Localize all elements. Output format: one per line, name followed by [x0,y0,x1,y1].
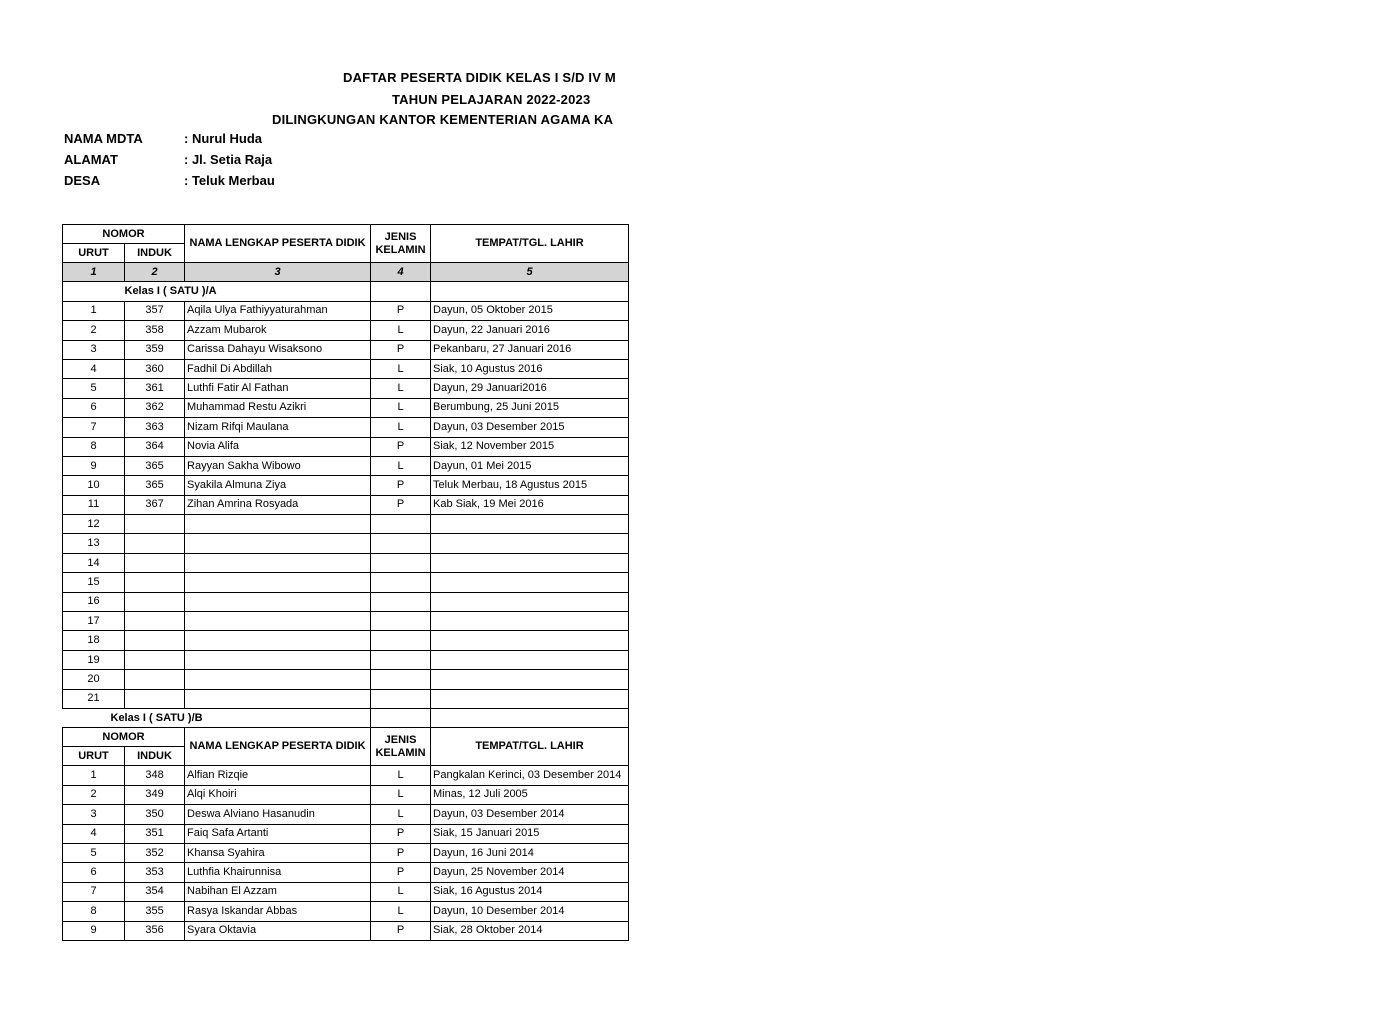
class-a-label: Kelas I ( SATU )/A [125,282,371,301]
info-label-alamat: ALAMAT [64,152,118,167]
row-student-name: Alfian Rizqie [185,766,371,785]
row-birth-info: Pekanbaru, 27 Januari 2016 [431,340,629,359]
row-student-name: Nabihan El Azzam [185,882,371,901]
table-row [63,379,629,398]
row-number: 7 [63,882,125,901]
row-birth-info: Berumbung, 25 Juni 2015 [431,398,629,417]
row-gender: P [371,495,431,514]
row-birth-info [431,534,629,553]
row-student-name: Azzam Mubarok [185,321,371,340]
row-gender [371,689,431,708]
table-row [63,921,629,940]
row-student-name: Carissa Dahayu Wisaksono [185,340,371,359]
row-number: 11 [63,495,125,514]
row-number: 5 [63,843,125,862]
table-row [63,824,629,843]
academic-year: TAHUN PELAJARAN 2022-2023 [392,92,591,107]
row-birth-info: Dayun, 03 Desember 2014 [431,805,629,824]
header-jenis-line1: JENIS [384,230,417,243]
table-row [63,476,629,495]
row-number: 1 [63,301,125,320]
row-gender: P [371,340,431,359]
info-value-desa: : Teluk Merbau [184,173,275,188]
row-number: 4 [63,359,125,378]
row-induk: 350 [125,805,185,824]
row-birth-info: Siak, 15 Januari 2015 [431,824,629,843]
row-birth-info [431,689,629,708]
row-induk [125,670,185,689]
row-gender: P [371,437,431,456]
table-row [63,863,629,882]
column-number: 2 [125,263,185,282]
row-induk: 359 [125,340,185,359]
row-induk: 358 [125,321,185,340]
info-label-nama: NAMA MDTA [64,131,143,146]
row-student-name: Luthfia Khairunnisa [185,863,371,882]
class-b-label [110,708,371,727]
row-gender: L [371,766,431,785]
row-gender: L [371,456,431,475]
row-birth-info: Minas, 12 Juli 2005 [431,785,629,804]
row-student-name [185,650,371,669]
header-jenis-line1-b: JENIS [384,733,417,746]
table-row [63,902,629,921]
row-birth-info: Pangkalan Kerinci, 03 Desember 2014 [431,766,629,785]
row-student-name: Fadhil Di Abdillah [185,359,371,378]
class-a-row [63,282,629,301]
row-student-name: Rayyan Sakha Wibowo [185,456,371,475]
row-number: 20 [63,670,125,689]
row-number: 2 [63,785,125,804]
header-ttl: TEMPAT/TGL. LAHIR [431,225,629,263]
row-number: 4 [63,824,125,843]
table-row [63,340,629,359]
header-nama: NAMA LENGKAP PESERTA DIDIK [185,225,371,263]
row-birth-info: Dayun, 03 Desember 2015 [431,418,629,437]
row-number: 17 [63,612,125,631]
column-number: 4 [371,263,431,282]
row-birth-info [431,592,629,611]
table-row [63,882,629,901]
row-student-name: Luthfi Fatir Al Fathan [185,379,371,398]
header-urut-b: URUT [63,747,125,766]
row-number: 14 [63,553,125,572]
row-gender: L [371,379,431,398]
column-number: 1 [63,263,125,282]
row-student-name: Faiq Safa Artanti [185,824,371,843]
header-urut: URUT [63,244,125,263]
class-b-row [63,708,629,727]
row-birth-info [431,650,629,669]
row-induk: 363 [125,418,185,437]
row-gender: L [371,418,431,437]
row-induk: 353 [125,863,185,882]
row-student-name: Nizam Rifqi Maulana [185,418,371,437]
row-induk: 364 [125,437,185,456]
row-birth-info: Dayun, 16 Juni 2014 [431,843,629,862]
row-birth-info [431,515,629,534]
row-number: 2 [63,321,125,340]
row-gender [371,573,431,592]
header-induk: INDUK [125,244,185,263]
row-birth-info: Teluk Merbau, 18 Agustus 2015 [431,476,629,495]
row-number: 18 [63,631,125,650]
row-number: 9 [63,456,125,475]
row-birth-info [431,612,629,631]
row-birth-info: Dayun, 29 Januari2016 [431,379,629,398]
header-induk-b: INDUK [125,747,185,766]
row-number: 5 [63,379,125,398]
row-gender [371,650,431,669]
row-gender [371,534,431,553]
row-induk: 360 [125,359,185,378]
row-student-name [185,515,371,534]
row-gender [371,612,431,631]
header-jenis-kelamin [371,225,431,263]
table-row [63,437,629,456]
table-row [63,534,629,553]
header-jenis-line2: KELAMIN [375,243,426,256]
class-b-label-text: Kelas I ( SATU )/B [110,711,203,724]
row-student-name: Deswa Alviano Hasanudin [185,805,371,824]
header-nomor-b: NOMOR [63,728,185,747]
table-row [63,612,629,631]
table-row [63,805,629,824]
row-induk: 355 [125,902,185,921]
table-row [63,515,629,534]
table-row [63,650,629,669]
info-label-desa: DESA [64,173,101,188]
row-gender: L [371,805,431,824]
row-student-name [185,592,371,611]
row-gender: L [371,359,431,378]
row-birth-info: Dayun, 01 Mei 2015 [431,456,629,475]
row-number: 8 [63,437,125,456]
row-birth-info [431,553,629,572]
header-ttl-b: TEMPAT/TGL. LAHIR [431,728,629,766]
row-student-name: Syakila Almuna Ziya [185,476,371,495]
row-number: 21 [63,689,125,708]
row-student-name [185,689,371,708]
row-number: 19 [63,650,125,669]
row-gender [371,631,431,650]
row-number: 3 [63,340,125,359]
row-number: 12 [63,515,125,534]
row-gender: P [371,863,431,882]
table-row [63,553,629,572]
row-number: 6 [63,398,125,417]
student-table [62,224,629,941]
row-induk [125,573,185,592]
table-row [63,785,629,804]
row-number: 10 [63,476,125,495]
row-number: 6 [63,863,125,882]
row-student-name [185,573,371,592]
row-birth-info: Dayun, 25 November 2014 [431,863,629,882]
row-induk [125,553,185,572]
row-gender: L [371,321,431,340]
row-gender [371,553,431,572]
row-birth-info: Siak, 10 Agustus 2016 [431,359,629,378]
table-row [63,398,629,417]
row-induk [125,689,185,708]
row-induk: 351 [125,824,185,843]
table-row [63,321,629,340]
row-student-name [185,612,371,631]
row-induk: 352 [125,843,185,862]
row-induk [125,612,185,631]
row-induk [125,592,185,611]
office-line: DILINGKUNGAN KANTOR KEMENTERIAN AGAMA KA [272,112,614,127]
row-student-name: Novia Alifa [185,437,371,456]
student-sheet [62,224,768,944]
header-row-b [63,728,629,747]
table-row [63,843,629,862]
row-gender: P [371,301,431,320]
table-row [63,766,629,785]
table-row [63,573,629,592]
row-gender: P [371,843,431,862]
row-student-name [185,553,371,572]
row-gender [371,670,431,689]
row-birth-info: Siak, 28 Oktober 2014 [431,921,629,940]
header-row [63,225,629,244]
row-induk: 361 [125,379,185,398]
table-row [63,495,629,514]
row-induk: 356 [125,921,185,940]
row-student-name: Khansa Syahira [185,843,371,862]
row-gender [371,592,431,611]
row-birth-info: Dayun, 05 Oktober 2015 [431,301,629,320]
row-birth-info: Siak, 12 November 2015 [431,437,629,456]
table-row [63,418,629,437]
row-number: 16 [63,592,125,611]
row-induk: 357 [125,301,185,320]
row-induk: 348 [125,766,185,785]
row-student-name: Aqila Ulya Fathiyyaturahman [185,301,371,320]
row-number: 9 [63,921,125,940]
row-induk: 349 [125,785,185,804]
row-birth-info [431,631,629,650]
column-number: 3 [185,263,371,282]
row-student-name: Rasya Iskandar Abbas [185,902,371,921]
row-induk: 365 [125,476,185,495]
table-row [63,689,629,708]
row-induk: 362 [125,398,185,417]
row-induk: 354 [125,882,185,901]
row-gender: P [371,476,431,495]
table-row [63,592,629,611]
row-number: 8 [63,902,125,921]
row-number: 1 [63,766,125,785]
row-gender: P [371,921,431,940]
table-row [63,301,629,320]
row-number: 3 [63,805,125,824]
info-value-nama: : Nurul Huda [184,131,262,146]
row-number: 7 [63,418,125,437]
row-gender: L [371,398,431,417]
table-row [63,359,629,378]
row-student-name [185,534,371,553]
row-student-name: Alqi Khoiri [185,785,371,804]
row-gender: L [371,785,431,804]
row-gender [371,515,431,534]
row-induk [125,650,185,669]
row-student-name: Zihan Amrina Rosyada [185,495,371,514]
row-gender: L [371,882,431,901]
table-row [63,670,629,689]
row-gender: P [371,824,431,843]
row-birth-info: Siak, 16 Agustus 2014 [431,882,629,901]
row-student-name [185,670,371,689]
row-birth-info [431,573,629,592]
row-number: 15 [63,573,125,592]
row-birth-info: Dayun, 10 Desember 2014 [431,902,629,921]
column-number-row [63,263,629,282]
row-induk [125,515,185,534]
row-birth-info [431,670,629,689]
row-birth-info: Dayun, 22 Januari 2016 [431,321,629,340]
row-induk: 365 [125,456,185,475]
header-nomor: NOMOR [63,225,185,244]
row-student-name: Muhammad Restu Azikri [185,398,371,417]
row-student-name [185,631,371,650]
header-nama-b: NAMA LENGKAP PESERTA DIDIK [185,728,371,766]
column-number: 5 [431,263,629,282]
row-induk: 367 [125,495,185,514]
row-student-name: Syara Oktavia [185,921,371,940]
header-jenis-kelamin-b [371,728,431,766]
row-number: 13 [63,534,125,553]
document-title: DAFTAR PESERTA DIDIK KELAS I S/D IV M [343,70,616,85]
row-induk [125,534,185,553]
table-row [63,456,629,475]
info-value-alamat: : Jl. Setia Raja [184,152,273,167]
table-row [63,631,629,650]
row-induk [125,631,185,650]
row-gender: L [371,902,431,921]
header-jenis-line2-b: KELAMIN [375,746,426,759]
row-birth-info: Kab Siak, 19 Mei 2016 [431,495,629,514]
